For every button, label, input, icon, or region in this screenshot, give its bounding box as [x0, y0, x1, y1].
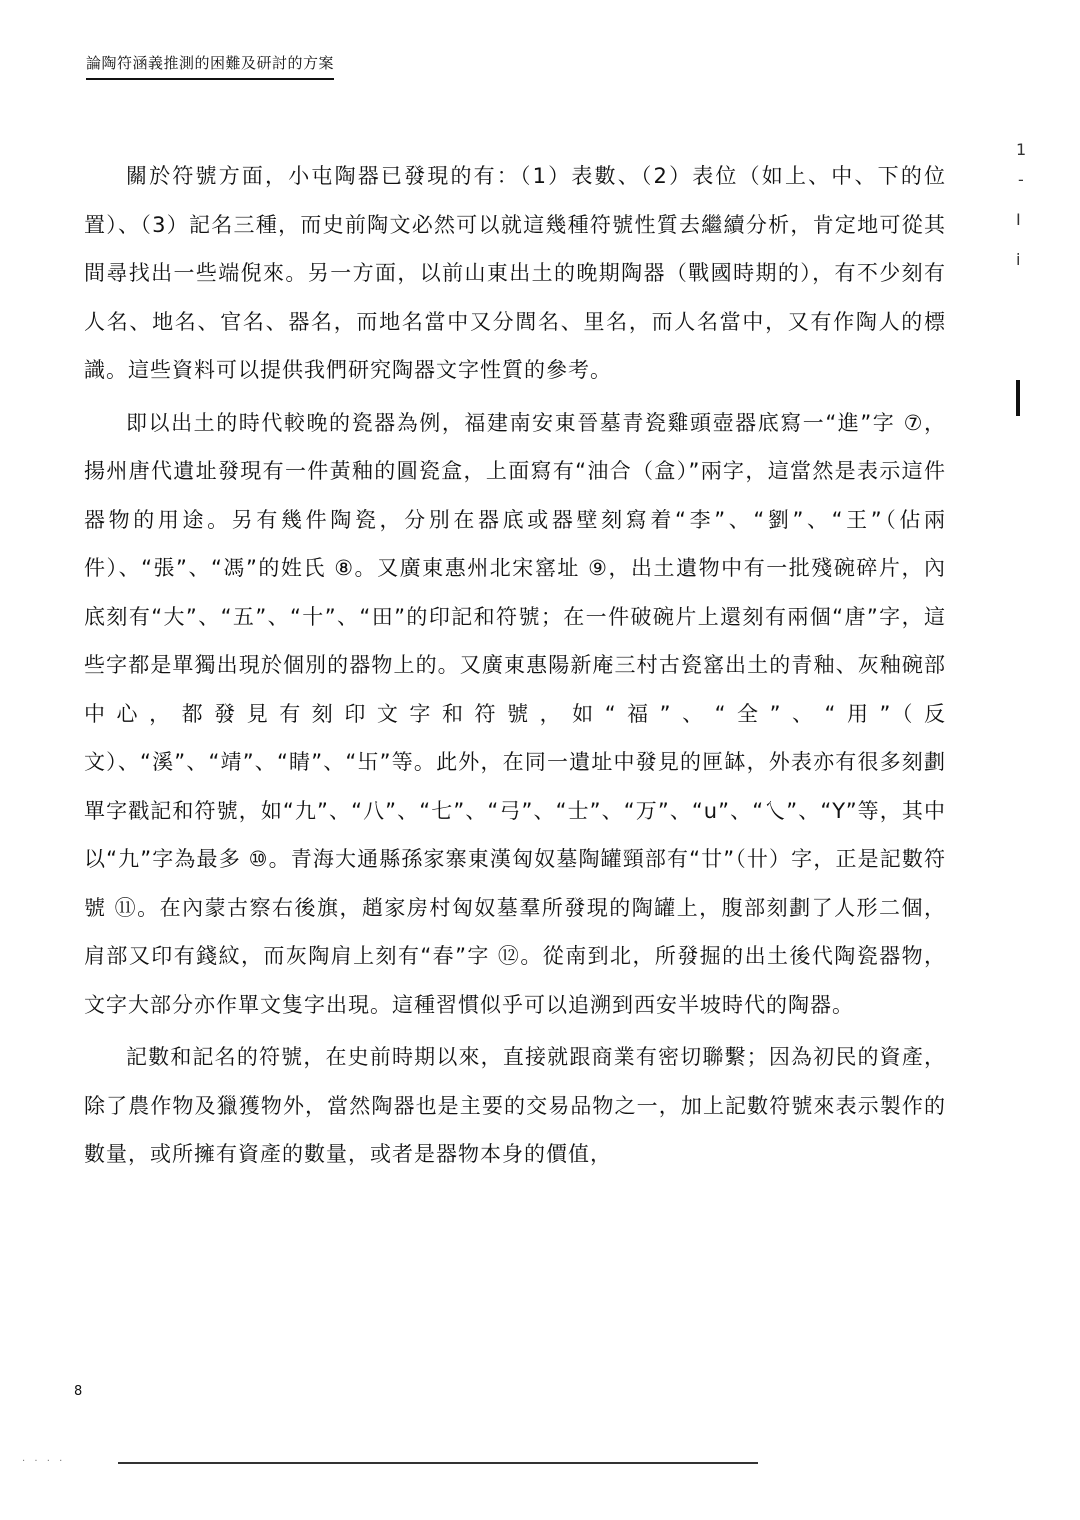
margin-fragment-2: -: [1018, 170, 1024, 189]
paragraph-symbols: 關於符號方面，小屯陶器已發現的有：（1）表數、（2）表位（如上、中、下的位置）、（3）記名三種，而史前陶文必然可以就這幾種符號性質去繼續分析，肯定地可從其間尋找出一些端倪來。另一方面，以前山東出土的晚期陶器（戰國時期的），有不少刻有人名、地名、官名、器名，而地名當中又分閭名、里名，而人名當中，又有作陶人的標識。這些資料可以提供我們研究陶器文字性質的參考。: [84, 164, 946, 382]
body-text: [84, 152, 946, 1183]
margin-fragment-4: i: [1016, 250, 1021, 269]
margin-fragment-1: 1: [1016, 140, 1027, 159]
scan-bottom-rule: [118, 1462, 758, 1464]
paragraph-counting-marks: 記數和記名的符號，在史前時期以來，直接就跟商業有密切聯繫；因為初民的資產，除了農作物及獵獲物外，當然陶器也是主要的交易品物之一，加上記數符號來表示製作的數量，或所擁有資產的數量，或者是器物本身的價值，: [84, 1045, 946, 1166]
scan-margin-bar: [1016, 380, 1020, 416]
page-number: 8: [74, 1384, 83, 1399]
margin-fragment-3: I: [1016, 210, 1021, 229]
running-header-title: 論陶符涵義推測的困難及研討的方案: [86, 52, 334, 80]
scan-dots: · · · ·: [22, 1456, 66, 1467]
paragraph-porcelain-examples: 即以出土的時代較晚的瓷器為例，福建南安東晉墓青瓷雞頭壺器底寫一“進”字 ⑦，揚州唐代遺址發現有一件黃釉的圓瓷盒，上面寫有“油合（盒）”兩字，這當然是表示這件器物的用途。另有幾件陶瓷，分別在器底或器壁刻寫着“李”、“劉”、“王”（佔兩件）、“張”、“馮”的姓氏 ⑧。又廣東惠州北宋窰址 ⑨，出土遺物中有一批殘碗碎片，內底刻有“大”、“五”、“十”、“田”的印記和符號；在一件破碗片上還刻有兩個“唐”字，這些字都是單獨出現於個別的器物上的。又廣東惠陽新庵三村古瓷窰出土的青釉、灰釉碗部中心，都發見有刻印文字和符號，如“福”、“全”、“用”（反文）、“溪”、“靖”、“睛”、“卐”等。此外，在同一遺址中發見的匣缽，外表亦有很多刻劃單字戳記和符號，如“九”、“八”、“七”、“弓”、“士”、“万”、“u”、“乀”、“Y”等，其中以“九”字為最多 ⑩。青海大通縣孫家寨東漢匈奴墓陶罐頸部有“廿”（卄）字，正是記數符號 ⑪。在內蒙古察右後旗，趙家房村匈奴墓羣所發現的陶罐上，腹部刻劃了人形二個，肩部又印有錢紋，而灰陶肩上刻有“春”字 ⑫。從南到北，所發掘的出土後代陶瓷器物，文字大部分亦作單文隻字出現。這種習慣似乎可以追溯到西安半坡時代的陶器。: [84, 410, 946, 1017]
